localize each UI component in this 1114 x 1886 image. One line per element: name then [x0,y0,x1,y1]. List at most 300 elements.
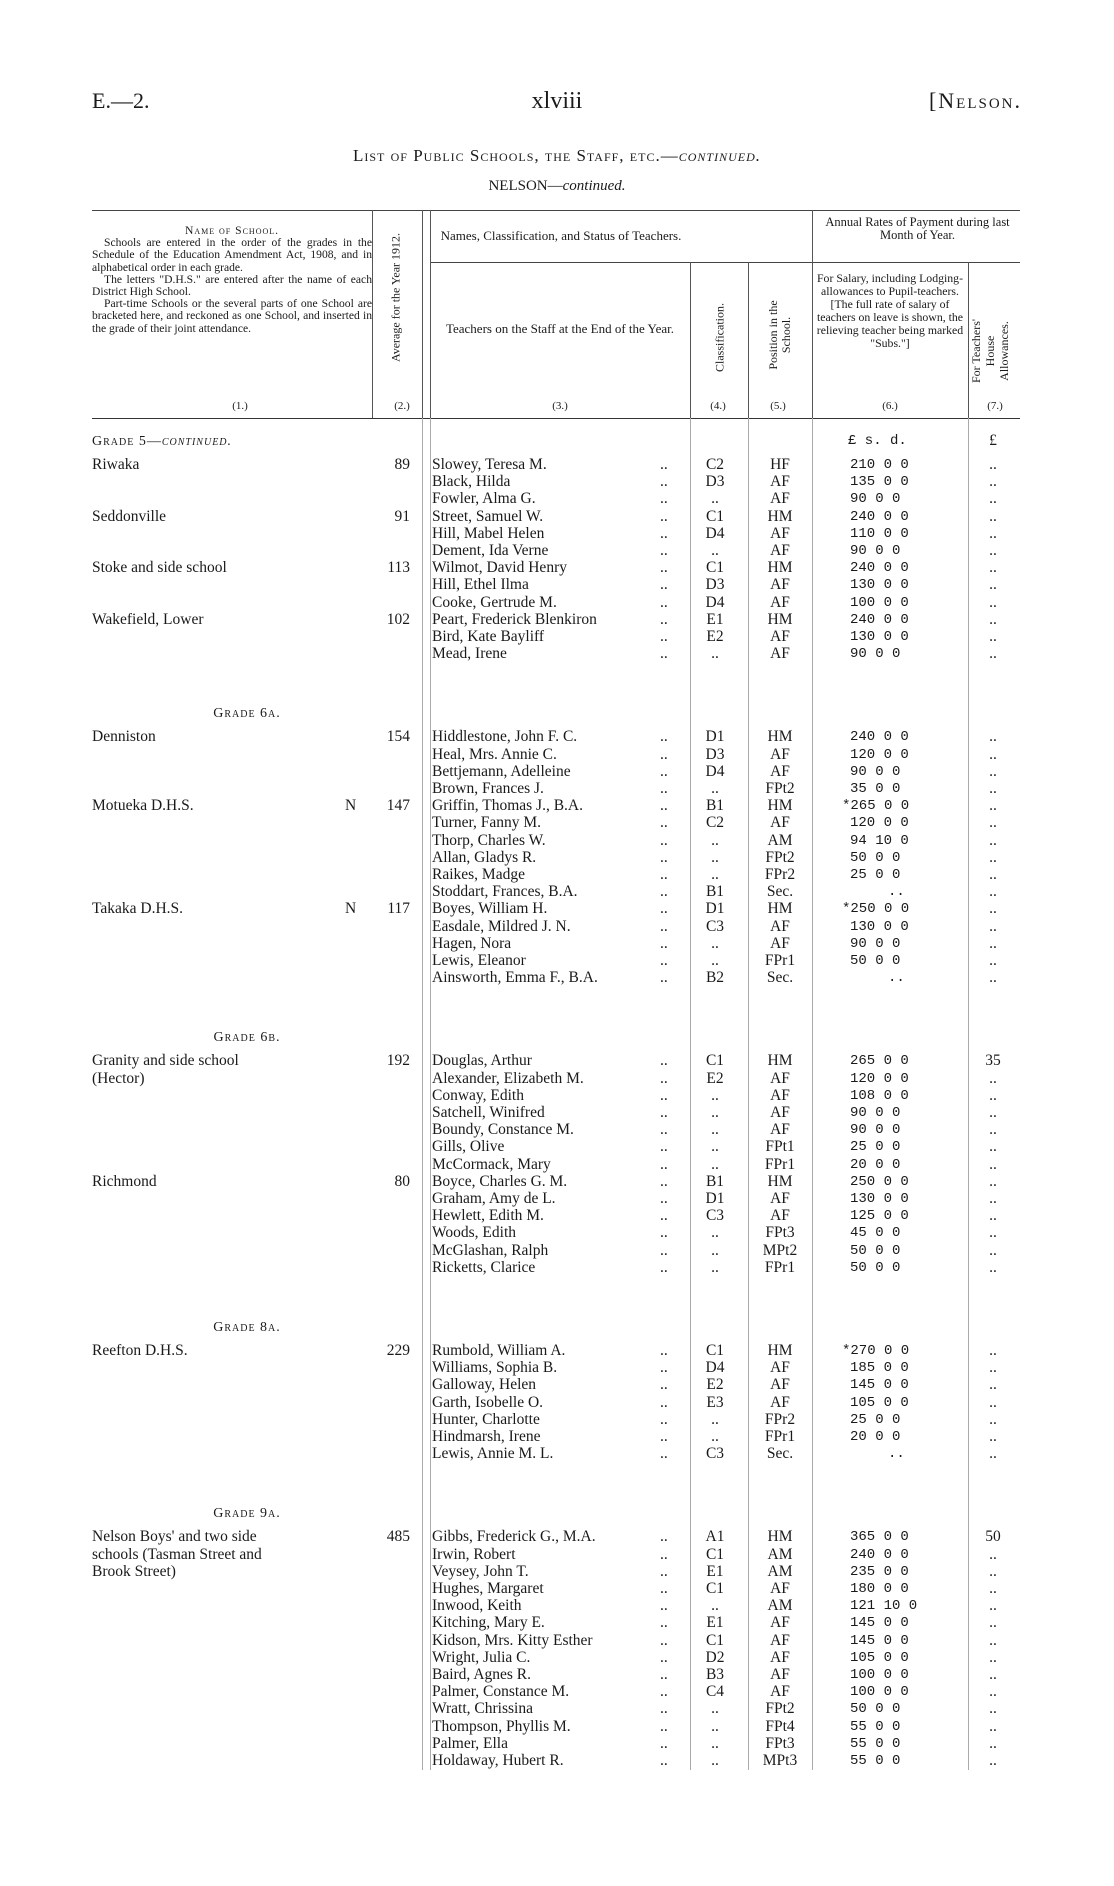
table-row [0,1156,1114,1174]
house-allowance: .. [989,1631,997,1649]
classification: .. [711,934,719,952]
salary: 25 0 0 [850,1139,901,1156]
classification: C3 [705,1207,725,1225]
average-attendance: 154 [386,728,410,746]
house-allowance: .. [989,610,997,628]
leader-dots: .. [660,814,668,832]
salary: 365 0 0 [850,1529,909,1546]
table-row [0,1580,1114,1598]
teacher-name: Hill, Mabel Helen [432,524,545,542]
leader-dots: .. [660,1580,668,1597]
grade-heading [92,434,402,450]
house-allowance: .. [989,1190,997,1207]
table-header-bottom-rule [92,418,1020,419]
position: AF [770,1683,790,1701]
classification: .. [711,1597,719,1615]
house-allowance: .. [989,1562,997,1580]
table-row [0,1718,1114,1736]
table-row [0,935,1114,953]
leader-dots: .. [660,1700,668,1718]
table-row [0,559,1114,577]
leader-dots: .. [660,1666,668,1683]
salary: 20 0 0 [850,1156,901,1173]
classification: .. [711,1752,719,1769]
house-allowance: .. [989,1376,997,1394]
house-allowance: .. [989,1069,997,1087]
salary: 250 0 0 [850,1173,909,1190]
salary: 94 10 0 [850,832,909,849]
position: AF [770,745,790,763]
leader-dots: .. [660,900,668,918]
table-top-rule [92,210,1020,211]
position: FPt1 [765,1138,795,1156]
teacher-name: Fowler, Alma G. [432,490,536,508]
leader-dots: .. [660,1376,668,1394]
leader-dots: .. [660,1172,668,1190]
classification: .. [711,1734,719,1752]
school-name: Motueka D.H.S. [92,797,194,815]
house-allowance: .. [989,1121,997,1139]
classification: D4 [705,1359,725,1377]
classification: C1 [705,559,725,577]
school-name-continued: Brook Street) [92,1562,176,1580]
house-allowance: .. [989,1648,997,1666]
table-row [0,1666,1114,1684]
salary: 55 0 0 [850,1753,901,1769]
house-allowance: .. [989,814,997,832]
table-row [0,1052,1114,1070]
position: AF [770,490,790,508]
leader-dots: .. [660,1207,668,1225]
leader-dots: .. [660,1597,668,1615]
table-row [0,883,1114,901]
teacher-name: Boundy, Constance M. [432,1121,574,1139]
header-divider [430,210,431,418]
teacher-name: Inwood, Keith [432,1597,522,1615]
leader-dots: .. [660,593,668,611]
header-divider [422,210,423,418]
house-allowance: .. [989,780,997,797]
classification: .. [711,1224,719,1242]
teacher-name: Lewis, Annie M. L. [432,1445,554,1463]
position: AF [770,814,790,832]
table-row [0,797,1114,815]
table-row [0,1735,1114,1753]
position: MPt3 [762,1752,798,1769]
position: AF [770,934,790,952]
salary: 90 0 0 [850,1122,901,1139]
column-header-salary: For Salary, including Lodging-allowances to Pupil-teachers. [The full rate of salary of teachers on leave is shown, the relieving teacher being marked "Subs."] [816,271,964,350]
classification: .. [711,831,719,849]
salary: 240 0 0 [850,560,909,577]
grade-heading [92,1030,402,1046]
teacher-name: Black, Hilda [432,473,511,491]
position: AF [770,762,790,780]
house-allowance: .. [989,1666,997,1683]
salary: 240 0 0 [850,729,909,746]
classification: .. [711,1700,719,1718]
teacher-name: Cooke, Gertrude M. [432,593,557,611]
teacher-name: Graham, Amy de L. [432,1190,556,1207]
salary: *265 0 0 [842,798,910,815]
salary: 90 0 0 [850,763,901,780]
average-attendance: 485 [386,1528,410,1546]
salary: 130 0 0 [850,1191,909,1207]
position: AF [770,645,790,663]
teacher-name: Heal, Mrs. Annie C. [432,745,557,763]
position: AF [770,1069,790,1087]
teacher-name: Conway, Edith [432,1086,524,1104]
column-number: (6.) [882,400,898,412]
house-allowance: .. [989,883,997,901]
house-allowance: .. [989,507,997,525]
teacher-name: Hughes, Margaret [432,1580,544,1597]
classification: E1 [706,1614,724,1632]
teacher-name: Raikes, Madge [432,866,525,883]
leader-dots: .. [660,576,668,594]
grade-heading [92,706,402,722]
classification: .. [711,1717,719,1735]
teacher-name: Gibbs, Frederick G., M.A. [432,1528,596,1546]
position: AF [770,1580,790,1597]
house-allowance: .. [989,576,997,594]
table-row [0,900,1114,918]
leader-dots: .. [660,728,668,746]
leader-dots: .. [660,1190,668,1207]
teacher-name: Brown, Frances J. [432,780,544,797]
position: AM [767,1545,793,1563]
house-allowance: .. [989,866,997,883]
house-allowance: .. [989,456,997,473]
average-attendance: 147 [386,797,410,815]
house-allowance: .. [989,1752,997,1769]
table-row [0,918,1114,936]
house-allowance: .. [989,1445,997,1463]
position: HM [767,1052,793,1070]
teacher-name: Stoddart, Frances, B.A. [432,883,578,901]
teacher-name: Baird, Agnes R. [432,1666,532,1683]
classification: C1 [705,1342,725,1359]
classification: .. [711,952,719,969]
header-divider [690,262,691,418]
column-group-payment: Annual Rates of Payment during last Month of Year. [825,215,1010,242]
table-row [0,1528,1114,1546]
classification: C3 [705,1445,725,1463]
leader-dots: .. [660,1155,668,1173]
position: AM [767,1562,793,1580]
salary: 45 0 0 [850,1225,901,1242]
teacher-name: Dement, Ida Verne [432,542,549,559]
classification: B2 [705,969,725,987]
table-row [0,542,1114,560]
house-allowance: .. [989,1359,997,1377]
table-row [0,1242,1114,1260]
teacher-name: Wratt, Chrissina [432,1700,533,1718]
salary: 120 0 0 [850,815,909,832]
house-allowance: .. [989,762,997,780]
house-allowance: .. [989,728,997,746]
table-row [0,728,1114,746]
teacher-name: Boyes, William H. [432,900,548,918]
table-row [0,1224,1114,1242]
teacher-name: Douglas, Arthur [432,1052,532,1070]
table-row [0,1563,1114,1581]
position: FPr2 [764,866,796,883]
house-allowance: .. [989,1258,997,1276]
leader-dots: .. [660,628,668,645]
table-row [0,1546,1114,1564]
leader-dots: .. [660,1224,668,1242]
classification: .. [711,1086,719,1104]
position: AF [770,1648,790,1666]
leader-dots: .. [660,1631,668,1649]
teacher-name: Hiddlestone, John F. C. [432,728,578,746]
teacher-name: Allan, Gladys R. [432,848,537,866]
position: HM [767,559,793,577]
salary: 90 0 0 [850,935,901,952]
salary: 135 0 0 [850,474,909,491]
teacher-name: McGlashan, Ralph [432,1241,549,1259]
teacher-name: Hewlett, Edith M. [432,1207,544,1225]
table-row [0,1121,1114,1139]
leader-dots: .. [660,542,668,559]
leader-dots: .. [660,1121,668,1139]
house-allowance: .. [989,1207,997,1225]
house-allowance: .. [989,1410,997,1428]
leader-dots: .. [660,762,668,780]
salary: 105 0 0 [850,1649,909,1666]
leader-dots: .. [660,1614,668,1632]
school-name-continued: (Hector) [92,1069,145,1087]
house-allowance: .. [989,1155,997,1173]
salary: 108 0 0 [850,1087,909,1104]
house-allowance: .. [989,473,997,491]
salary: 145 0 0 [850,1377,909,1394]
leader-dots: .. [660,866,668,883]
classification: .. [711,542,719,559]
leader-dots: .. [660,507,668,525]
house-allowance: .. [989,969,997,987]
salary: .. [888,970,905,987]
house-allowance: .. [989,831,997,849]
salary: 90 0 0 [850,1105,901,1121]
district-high-school-mark: N [345,797,357,815]
salary: 90 0 0 [850,491,901,508]
classification: D4 [705,593,725,611]
leader-dots: .. [660,1683,668,1701]
salary: 25 0 0 [850,1411,901,1428]
teacher-name: Griffin, Thomas J., B.A. [432,797,583,815]
column-number: (4.) [710,400,726,412]
leader-dots: .. [660,1258,668,1276]
classification: .. [711,1121,719,1139]
salary: 130 0 0 [850,577,909,594]
teacher-name: Kitching, Mary E. [432,1614,545,1632]
house-allowance: .. [989,1104,997,1121]
teacher-name: Woods, Edith [432,1224,517,1242]
salary: 120 0 0 [850,1070,909,1087]
classification: E2 [706,1376,724,1394]
table-row [0,1649,1114,1667]
house-allowance: .. [989,645,997,663]
house-allowance: .. [989,1138,997,1156]
classification: D2 [705,1648,725,1666]
leader-dots: .. [660,559,668,577]
house-allowance: .. [989,917,997,935]
classification: B3 [705,1666,725,1683]
table-row [0,628,1114,646]
position: HM [767,1342,793,1359]
position: HM [767,900,793,918]
subheader-rule [430,262,1020,263]
table-row [0,814,1114,832]
classification: .. [711,645,719,663]
leader-dots: .. [660,1752,668,1769]
school-name: Seddonville [92,507,167,525]
teacher-name: Slowey, Teresa M. [432,456,547,473]
grade-label: Grade 9a. [213,1506,281,1522]
classification: .. [711,780,719,797]
classification: .. [711,848,719,866]
average-attendance: 80 [394,1172,410,1190]
salary: 235 0 0 [850,1563,909,1580]
salary: 265 0 0 [850,1053,909,1070]
house-allowance: .. [989,593,997,611]
leader-dots: .. [660,1359,668,1377]
position: HM [767,507,793,525]
salary: 110 0 0 [850,525,909,542]
leader-dots: .. [660,780,668,797]
position: FPr2 [764,1410,796,1428]
position: AF [770,1376,790,1394]
classification: .. [711,1104,719,1121]
table-row [0,576,1114,594]
teacher-name: Gills, Olive [432,1138,505,1156]
position: FPt3 [765,1734,795,1752]
salary: 240 0 0 [850,1546,909,1563]
leader-dots: .. [660,952,668,969]
school-name: Takaka D.H.S. [92,900,184,918]
school-name: Granity and side school [92,1052,239,1070]
classification: C4 [705,1683,725,1701]
average-attendance: 102 [386,610,410,628]
house-allowance: .. [989,559,997,577]
teacher-name: Wright, Julia C. [432,1648,531,1666]
leader-dots: .. [660,1393,668,1411]
salary: 55 0 0 [850,1735,901,1752]
leader-dots: .. [660,745,668,763]
leader-dots: .. [660,1562,668,1580]
table-row [0,1259,1114,1277]
position: FPt2 [765,848,795,866]
teacher-name: Holdaway, Hubert R. [432,1752,564,1769]
district-label: [Nelson. [928,88,1022,113]
position: FPr1 [764,1155,796,1173]
position: AF [770,1393,790,1411]
house-allowance: .. [989,1580,997,1597]
position: FPr1 [764,952,796,969]
leader-dots: .. [660,1528,668,1546]
teacher-name: Easdale, Mildred J. N. [432,917,571,935]
leader-dots: .. [660,1052,668,1070]
position: HM [767,1528,793,1546]
position: Sec. [766,969,794,987]
grade-label-continued: continued. [161,434,233,449]
table-row [0,1614,1114,1632]
classification: E3 [706,1393,724,1411]
table-row [0,1173,1114,1191]
position: AF [770,1631,790,1649]
leader-dots: .. [660,1445,668,1463]
teacher-name: Galloway, Helen [432,1376,537,1394]
teacher-name: Williams, Sophia B. [432,1359,558,1377]
teacher-name: Garth, Isobelle O. [432,1393,544,1411]
salary: *270 0 0 [842,1343,910,1359]
salary: 121 10 0 [850,1598,918,1615]
position: HM [767,1172,793,1190]
house-allowance: .. [989,1717,997,1735]
salary: 145 0 0 [850,1615,909,1632]
house-allowance: .. [989,952,997,969]
classification: .. [711,1155,719,1173]
salary: 50 0 0 [850,1701,901,1718]
leader-dots: .. [660,490,668,508]
column-header-teachers: Teachers on the Staff at the End of the Year. [445,321,675,336]
table-row [0,969,1114,987]
table-row [0,1070,1114,1088]
page-title: List of Public Schools, the Staff, etc.—continued. [353,146,761,165]
house-allowance: .. [989,1241,997,1259]
table-row [0,490,1114,508]
table-row [0,594,1114,612]
table-row [0,1342,1114,1360]
position: FPr1 [764,1258,796,1276]
leader-dots: .. [660,1717,668,1735]
table-row [0,1138,1114,1156]
header-divider [372,210,373,418]
house-allowance: .. [989,1172,997,1190]
teacher-name: Rumbold, William A. [432,1342,566,1359]
house-allowance: .. [989,1614,997,1632]
leader-dots: .. [660,917,668,935]
table-row [0,832,1114,850]
house-allowance: .. [989,1545,997,1563]
table-row [0,645,1114,663]
classification: C1 [705,1580,725,1597]
house-allowance: .. [989,490,997,508]
salary: 90 0 0 [850,543,901,559]
leader-dots: .. [660,934,668,952]
salary: 120 0 0 [850,746,909,763]
table-row [0,1207,1114,1225]
district-high-school-mark: N [345,900,357,918]
position: AF [770,576,790,594]
leader-dots: .. [660,473,668,491]
salary: 90 0 0 [850,646,901,663]
teacher-name: Lewis, Eleanor [432,952,526,969]
classification: C1 [705,1545,725,1563]
classification: C1 [705,1631,725,1649]
table-row [0,849,1114,867]
classification: .. [711,1241,719,1259]
table-row [0,1700,1114,1718]
teacher-name: Veysey, John T. [432,1562,529,1580]
average-attendance: 229 [386,1342,410,1359]
house-allowance: .. [989,1428,997,1445]
table-row [0,1597,1114,1615]
classification: D4 [705,762,725,780]
house-allowance: .. [989,745,997,763]
